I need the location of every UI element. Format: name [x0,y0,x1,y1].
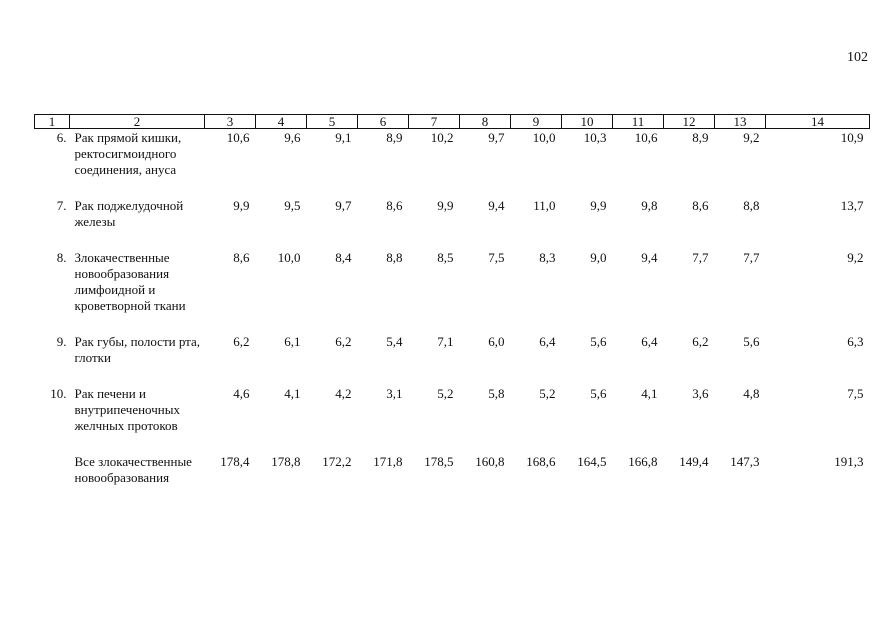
value-cell: 5,2 [437,386,454,401]
value-cell: 6,1 [284,334,301,349]
value-cell: 8,8 [386,250,403,265]
value-cell: 4,1 [284,386,301,401]
value-cell: 166,8 [628,454,658,469]
value-cell: 6,0 [488,334,505,349]
value-cell: 8,6 [692,198,709,213]
value-cell: 178,5 [424,454,454,469]
value-cell: 7,5 [847,386,864,401]
header-cell: 4 [256,115,307,129]
table-row [35,386,870,454]
value-cell: 8,9 [692,130,709,145]
value-cell: 8,6 [233,250,250,265]
header-cell: 3 [205,115,256,129]
value-cell: 9,2 [847,250,864,265]
value-cell: 4,1 [641,386,658,401]
value-cell: 6,2 [692,334,709,349]
value-cell: 160,8 [475,454,505,469]
value-cell: 10,9 [840,130,864,145]
value-cell: 11,0 [533,198,556,213]
row-label: Рак губы, полости рта, глотки [74,334,201,365]
value-cell: 9,9 [437,198,454,213]
header-cell: 7 [409,115,460,129]
value-cell: 5,6 [590,386,607,401]
row-number: 8. [56,250,67,265]
value-cell: 8,6 [386,198,403,213]
value-cell: 10,2 [430,130,454,145]
value-cell: 9,9 [233,198,250,213]
page-number: 102 [847,50,868,65]
value-cell: 9,4 [641,250,658,265]
value-cell: 9,9 [590,198,607,213]
value-cell: 8,4 [335,250,352,265]
value-cell: 9,1 [335,130,352,145]
row-number: 10. [50,386,67,401]
value-cell: 5,8 [488,386,505,401]
header-cell: 10 [562,115,613,129]
value-cell: 10,6 [226,130,250,145]
table-row [35,454,870,506]
value-cell: 6,3 [847,334,864,349]
value-cell: 8,8 [743,198,760,213]
value-cell: 4,2 [335,386,352,401]
value-cell: 5,6 [743,334,760,349]
value-cell: 6,4 [641,334,658,349]
value-cell: 9,7 [488,130,505,145]
header-row [35,115,870,129]
value-cell: 9,7 [335,198,352,213]
value-cell: 7,7 [692,250,709,265]
table-row [35,129,870,199]
value-cell: 3,1 [386,386,403,401]
table-row [35,198,870,250]
value-cell: 149,4 [679,454,709,469]
value-cell: 10,6 [634,130,658,145]
header-cell: 13 [715,115,766,129]
header-cell: 6 [358,115,409,129]
header-cell: 9 [511,115,562,129]
row-label: Рак печени и внутрипеченочных желчных протоков [74,386,180,433]
value-cell: 7,5 [488,250,505,265]
value-cell: 178,8 [271,454,301,469]
value-cell: 9,0 [590,250,607,265]
value-cell: 6,2 [233,334,250,349]
value-cell: 7,1 [437,334,454,349]
header-cell: 11 [613,115,664,129]
value-cell: 178,4 [220,454,250,469]
value-cell: 9,4 [488,198,505,213]
header-cell: 12 [664,115,715,129]
table-row [35,250,870,334]
value-cell: 6,2 [335,334,352,349]
header-cell: 2 [70,115,205,129]
value-cell: 10,0 [277,250,301,265]
header-cell: 1 [35,115,70,129]
value-cell: 171,8 [373,454,403,469]
header-cell: 8 [460,115,511,129]
value-cell: 4,6 [233,386,250,401]
value-cell: 9,5 [284,198,301,213]
row-number [35,454,70,506]
row-label: Рак прямой кишки, ректосигмоидного соединения, ануса [74,130,182,177]
value-cell: 9,2 [743,130,760,145]
row-label: Злокачественные новообразования лимфоидной и кроветворной ткани [74,250,186,313]
value-cell: 147,3 [730,454,760,469]
value-cell: 10,3 [583,130,607,145]
value-cell: 8,3 [539,250,556,265]
table-row [35,334,870,386]
value-cell: 168,6 [526,454,556,469]
value-cell: 5,6 [590,334,607,349]
value-cell: 9,6 [284,130,301,145]
row-number: 9. [56,334,67,349]
value-cell: 164,5 [577,454,607,469]
value-cell: 4,8 [743,386,760,401]
row-number: 7. [56,198,67,213]
row-number: 6. [56,130,67,145]
value-cell: 9,8 [641,198,658,213]
header-cell: 5 [307,115,358,129]
value-cell: 7,7 [743,250,760,265]
statistics-table [34,114,870,506]
value-cell: 6,4 [539,334,556,349]
value-cell: 3,6 [692,386,709,401]
value-cell: 5,4 [386,334,403,349]
value-cell: 5,2 [539,386,556,401]
value-cell: 8,9 [386,130,403,145]
value-cell: 8,5 [437,250,454,265]
value-cell: 10,0 [532,130,556,145]
row-label: Все злокачественные новообразования [74,454,192,485]
value-cell: 172,2 [322,454,352,469]
value-cell: 13,7 [840,198,864,213]
header-cell: 14 [766,115,870,129]
row-label: Рак поджелудочной железы [74,198,184,229]
value-cell: 191,3 [834,454,864,469]
